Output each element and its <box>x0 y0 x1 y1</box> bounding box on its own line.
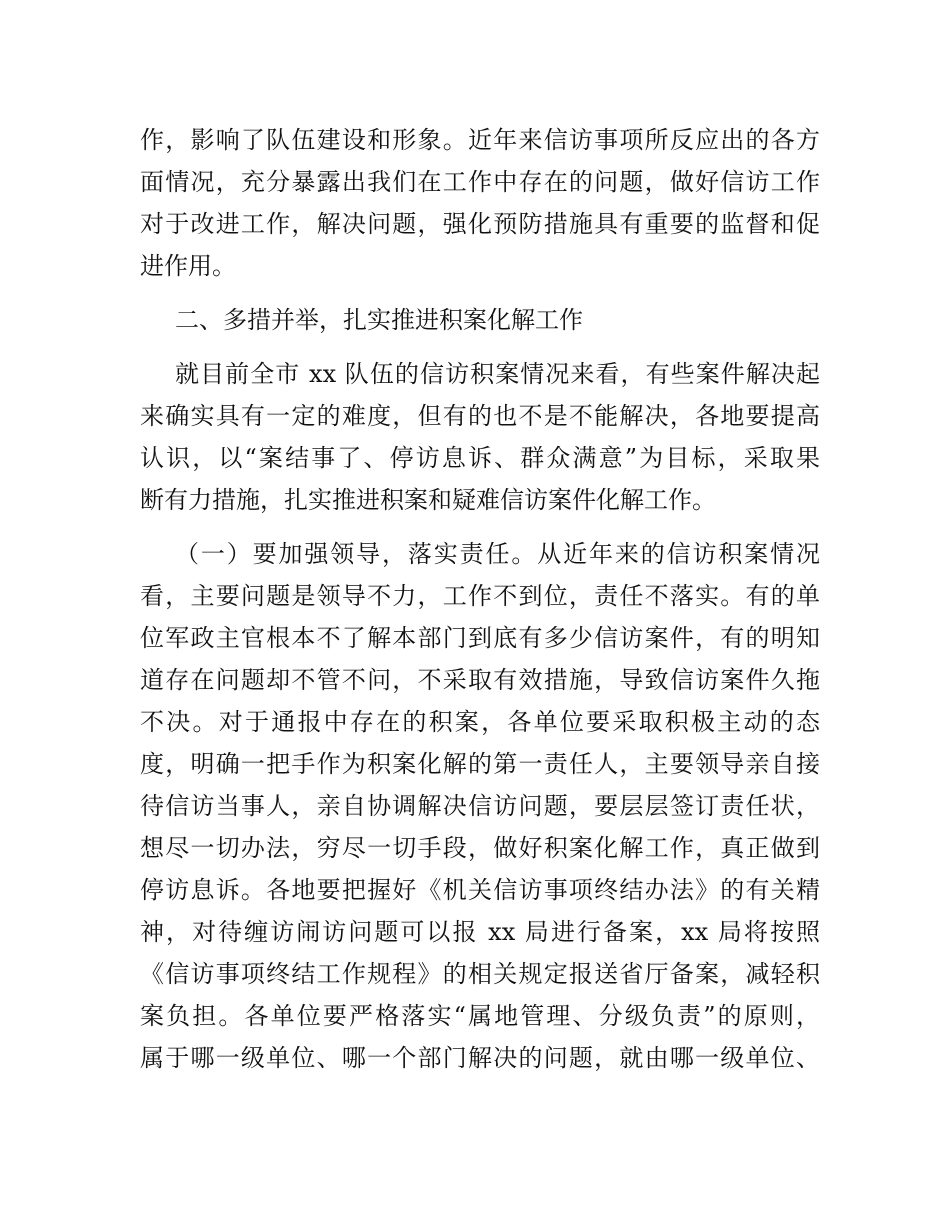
text-line: 不决。对于通报中存在的积案，各单位要采取积极主动的态 <box>140 708 820 736</box>
text-line: 来确实具有一定的难度，但有的也不是不能解决，各地要提高 <box>140 402 820 430</box>
text-line: 就目前全市 xx 队伍的信访积案情况来看，有些案件解决起 <box>175 360 820 388</box>
text-line: 停访息诉。各地要把握好《机关信访事项终结办法》的有关精 <box>140 876 820 904</box>
subsection-heading-line: （一）要加强领导，落实责任。从近年来的信访积案情况 <box>175 540 820 568</box>
text-line: 进作用。 <box>140 252 236 280</box>
text-line: 度，明确一把手作为积案化解的第一责任人，主要领导亲自接 <box>140 750 820 778</box>
section-heading: 二、多措并举，扎实推进积案化解工作 <box>175 306 583 334</box>
text-line: 认识，以“案结事了、停访息诉、群众满意”为目标，采取果 <box>140 444 820 472</box>
text-line: 断有力措施，扎实推进积案和疑难信访案件化解工作。 <box>140 486 716 514</box>
text-line: 属于哪一级单位、哪一个部门解决的问题，就由哪一级单位、 <box>140 1044 820 1072</box>
text-line: 神，对待缠访闹访问题可以报 xx 局进行备案，xx 局将按照 <box>140 918 820 946</box>
text-line: 看，主要问题是领导不力，工作不到位，责任不落实。有的单 <box>140 582 820 610</box>
text-line: 想尽一切办法，穷尽一切手段，做好积案化解工作，真正做到 <box>140 834 820 862</box>
text-line: 案负担。各单位要严格落实“属地管理、分级负责”的原则， <box>140 1002 820 1030</box>
text-line: 面情况，充分暴露出我们在工作中存在的问题，做好信访工作 <box>140 168 820 196</box>
text-line: 《信访事项终结工作规程》的相关规定报送省厅备案，减轻积 <box>140 960 820 988</box>
text-line: 对于改进工作，解决问题，强化预防措施具有重要的监督和促 <box>140 210 820 238</box>
text-line: 作，影响了队伍建设和形象。近年来信访事项所反应出的各方 <box>140 126 820 154</box>
text-line: 位军政主官根本不了解本部门到底有多少信访案件，有的明知 <box>140 624 820 652</box>
text-line: 待信访当事人，亲自协调解决信访问题，要层层签订责任状， <box>140 792 820 820</box>
text-line: 道存在问题却不管不问，不采取有效措施，导致信访案件久拖 <box>140 666 820 694</box>
